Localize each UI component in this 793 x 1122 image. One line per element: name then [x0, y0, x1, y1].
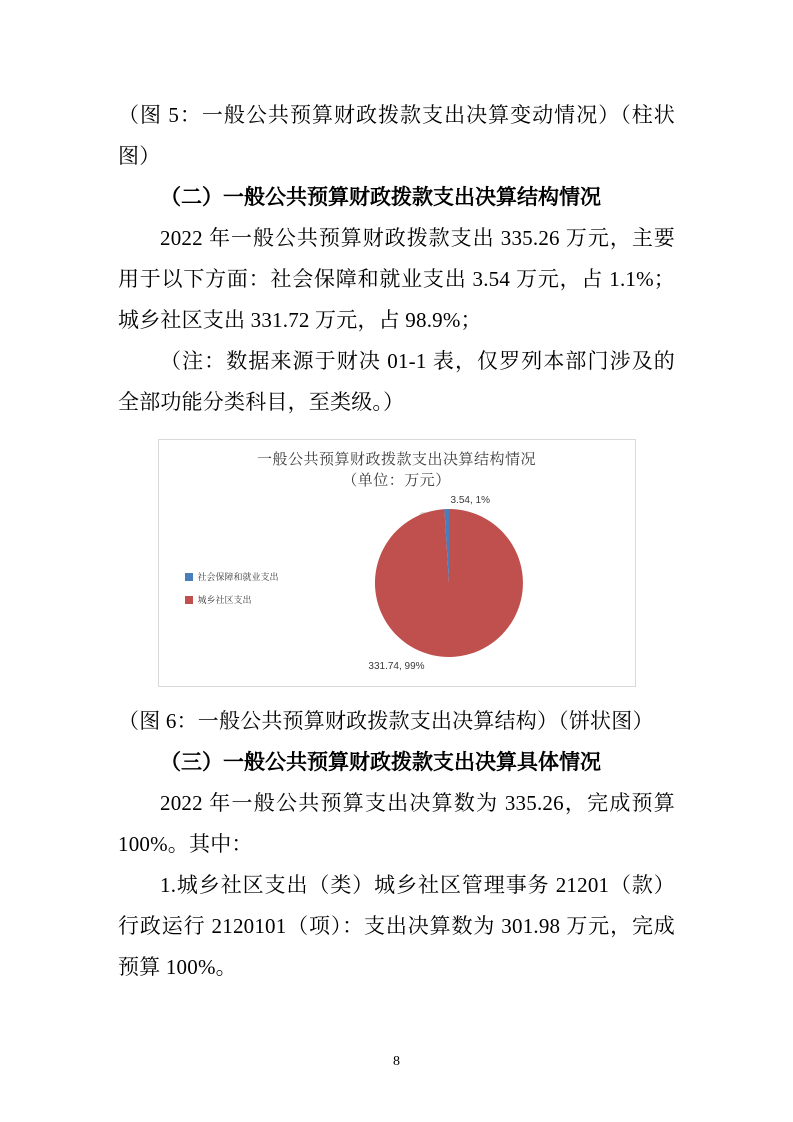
section-heading-2: （二）一般公共预算财政拨款支出决算结构情况 — [160, 186, 601, 209]
page-number: 8 — [393, 1054, 400, 1069]
paragraph-data-source-note: （注：数据来源于财决 01-1 表，仅罗列本部门涉及的全部功能分类科目，至类级。） — [118, 349, 675, 414]
slice-label-social-security: 3.54, 1% — [450, 495, 490, 506]
chart-title: 一般公共预算财政拨款支出决算结构情况 — [256, 451, 536, 468]
legend-swatch-icon — [185, 573, 193, 581]
chart-subtitle: （单位：万元） — [342, 472, 451, 489]
pie-svg — [374, 508, 524, 658]
paragraph-detail-total: 2022 年一般公共预算支出决算数为 335.26，完成预算 100%。其中： — [118, 791, 675, 856]
figure-6-caption: （图 6：一般公共预算财政拨款支出决算结构）（饼状图） — [118, 709, 654, 733]
paragraph-expenditure-structure: 2022 年一般公共预算财政拨款支出 335.26 万元，主要用于以下方面：社会保障和就业支出 3.54 万元，占 1.1%；城乡社区支出 331.72 万元，占 98.9%； — [118, 226, 675, 332]
legend-label: 城乡社区支出 — [197, 595, 252, 605]
slice-label-urban-rural: 331.74, 99% — [368, 661, 425, 672]
legend-item-social-security — [185, 569, 279, 585]
chart-legend — [185, 569, 279, 615]
pie-chart-figure-6 — [158, 439, 636, 687]
section-heading-3: （三）一般公共预算财政拨款支出决算具体情况 — [160, 751, 601, 774]
figure-5-caption: （图 5：一般公共预算财政拨款支出决算变动情况）（柱状图） — [118, 103, 675, 168]
paragraph-detail-item-1: 1.城乡社区支出（类）城乡社区管理事务 21201（款）行政运行 2120101（项）：支出决算数为 301.98 万元，完成预算 100%。 — [118, 873, 675, 979]
legend-item-urban-rural — [185, 592, 279, 608]
pie-slices — [374, 508, 524, 658]
legend-swatch-icon — [185, 596, 193, 604]
legend-label: 社会保障和就业支出 — [197, 572, 279, 582]
chart-plot-area — [159, 491, 635, 681]
